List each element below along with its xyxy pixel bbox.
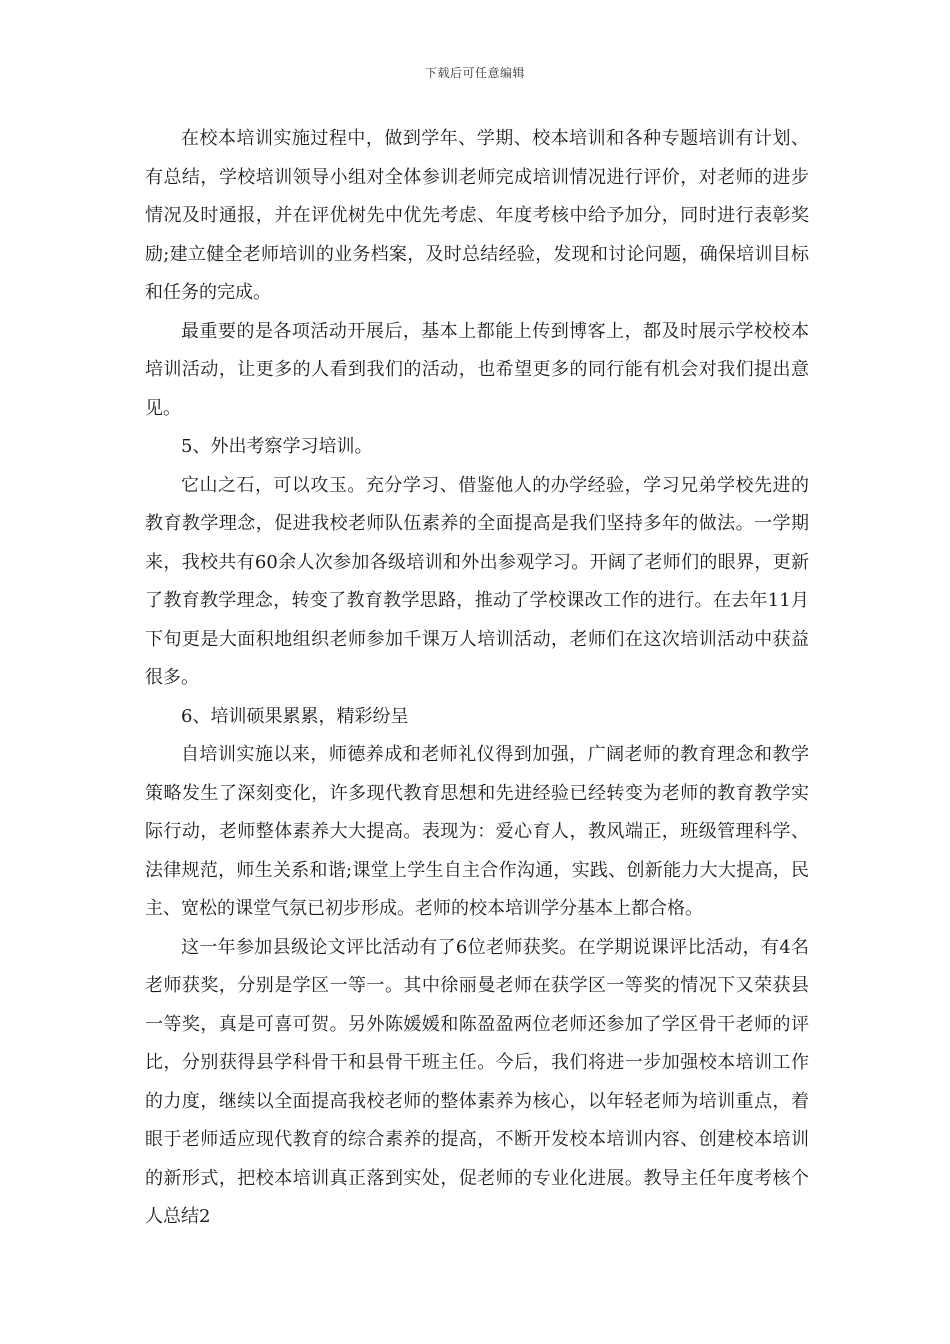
section-heading-external-study: 5、外出考察学习培训。	[181, 436, 373, 457]
page-header: 下载后可任意编辑	[424, 66, 525, 80]
paragraph-blog-upload: 最重要的是各项活动开展后，基本上都能上传到博客上，都及时展示学校校本培训活动，让更多的人看到我们的活动，也希望更多的同行能有机会对我们提出意见。	[145, 320, 809, 419]
paragraph-external-study: 它山之石，可以攻玉。充分学习、借鉴他人的办学经验，学习兄弟学校先进的教育教学理念，促进我校老师队伍素养的全面提高是我们坚持多年的做法。一学期来，我校共有60余人次参加各级培训和外出参观学习。开阔了老师们的眼界，更新了教育教学理念，转变了教育教学思路，推动了学校课改工作的进行。在去年11月下旬更是大面积地组织老师参加千课万人培训活动，老师们在这次培训活动中获益很多。	[145, 474, 809, 688]
section-heading-achievements: 6、培训硕果累累，精彩纷呈	[181, 705, 409, 727]
paragraph-awards: 这一年参加县级论文评比活动有了6位老师获奖。在学期说课评比活动，有4名老师获奖，分别是学区一等一。其中徐丽曼老师在获学区一等奖的情况下又荣获县一等奖，真是可喜可贺。另外陈媛媛和陈盈盈两位老师还参加了学区骨干老师的评比，分别获得县学科骨干和县骨干班主任。今后，我们将进一步加强校本培训工作的力度，继续以全面提高我校老师的整体素养为核心，以年轻老师为培训重点，着眼于老师适应现代教育的综合素养的提高，不断开发校本培训内容、创建校本培训的新形式，把校本培训真正落到实处，促老师的专业化进展。教导主任年度考核个人总结2	[145, 936, 809, 1227]
paragraph-training-process: 在校本培训实施过程中，做到学年、学期、校本培训和各种专题培训有计划、有总结，学校培训领导小组对全体参训老师完成培训情况进行评价，对老师的进步情况及时通报，并在评优树先中优先考虑、年度考核中给予加分，同时进行表彰奖励;建立健全老师培训的业务档案，及时总结经验，发现和讨论问题，确保培训目标和任务的完成。	[145, 128, 809, 303]
document-body	[145, 120, 809, 1237]
paragraph-achievements: 自培训实施以来，师德养成和老师礼仪得到加强，广阔老师的教育理念和教学策略发生了深刻变化，许多现代教育思想和先进经验已经转变为老师的教育教学实际行动，老师整体素养大大提高。表现为：爱心育人，教风端正，班级管理科学、法律规范，师生关系和谐;课堂上学生自主合作沟通，实践、创新能力大大提高，民主、宽松的课堂气氛已初步形成。老师的校本培训学分基本上都合格。	[145, 744, 809, 919]
